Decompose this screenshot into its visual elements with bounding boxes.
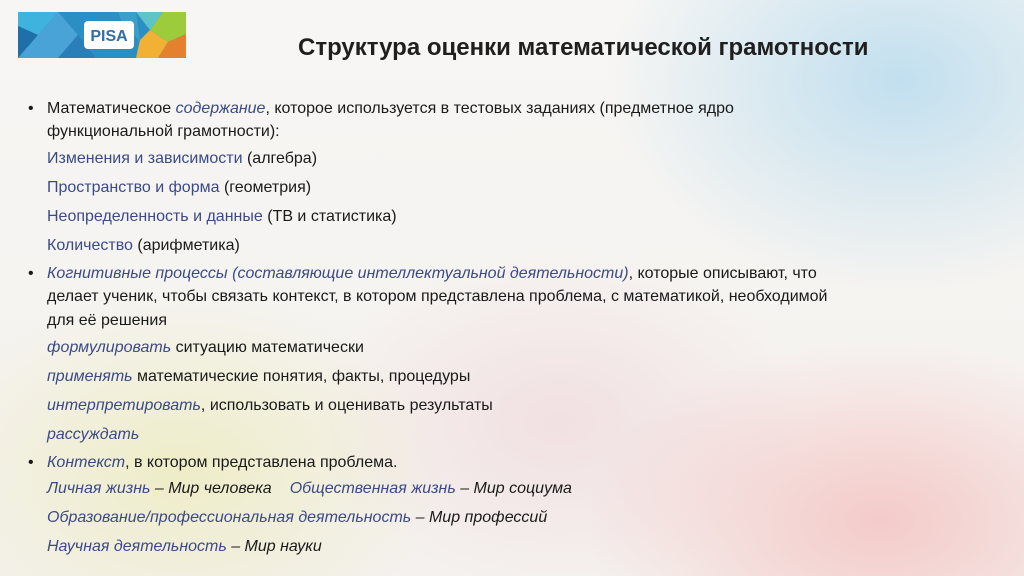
text: делает ученик, чтобы связать контекст, в котором представлена проблема, с математикой, необходимой <box>47 288 828 305</box>
page-title: Структура оценки математической грамотности <box>298 34 869 61</box>
term: Изменения и зависимости <box>47 150 243 167</box>
list-item <box>26 532 1006 561</box>
text: , которые описывают, что <box>628 265 817 282</box>
logo-text: PISA <box>90 28 128 45</box>
bullet-dot: • <box>28 454 34 471</box>
term: Личная жизнь <box>47 480 151 497</box>
note: (арифметика) <box>132 237 240 254</box>
note: (ТВ и статистика) <box>262 208 397 225</box>
list-item <box>26 420 1006 449</box>
term: Научная деятельность <box>47 538 227 555</box>
list-item <box>26 144 1006 173</box>
list-item <box>26 202 1006 231</box>
emphasis: Когнитивные процессы (составляющие интеллектуальной деятельности) <box>47 265 629 282</box>
bullet-content-continuation <box>26 120 1006 144</box>
list-item <box>26 362 1006 391</box>
verb: применять <box>47 368 133 385</box>
list-item <box>26 391 1006 420</box>
term: Неопределенность и данные <box>47 208 263 225</box>
term: Количество <box>47 237 133 254</box>
list-item <box>26 231 1006 260</box>
text: – Мир профессий <box>411 509 548 526</box>
text: , в котором представлена проблема. <box>125 454 398 471</box>
text: ситуацию математически <box>171 339 364 356</box>
verb: интерпретировать <box>47 397 201 414</box>
bullet-context <box>26 452 1006 474</box>
text: математические понятия, факты, процедуры <box>132 368 471 385</box>
emphasis: Контекст <box>47 454 126 471</box>
slide-content <box>26 95 1006 561</box>
term: Пространство и форма <box>47 179 220 196</box>
verb: рассуждать <box>47 426 140 443</box>
text: , использовать и оценивать результаты <box>200 397 493 414</box>
bullet-cognitive-continuation <box>26 309 1006 333</box>
list-item <box>26 173 1006 202</box>
pisa-logo <box>18 12 186 58</box>
term: Образование/профессиональная деятельность <box>47 509 412 526</box>
bullet-dot: • <box>28 100 34 117</box>
bullet-dot: • <box>28 265 34 282</box>
list-item <box>26 333 1006 362</box>
note: (геометрия) <box>219 179 312 196</box>
emphasis: содержание <box>175 100 266 117</box>
verb: формулировать <box>47 339 172 356</box>
text: для её решения <box>47 312 167 329</box>
text: – Мир науки <box>226 538 322 555</box>
bullet-content <box>26 98 1006 120</box>
term: Общественная жизнь <box>289 480 456 497</box>
text: функциональной грамотности): <box>47 123 280 140</box>
bullet-cognitive-continuation <box>26 285 1006 309</box>
bullet-cognitive <box>26 263 1006 285</box>
note: (алгебра) <box>242 150 318 167</box>
text: , которое используется в тестовых заданиях (предметное ядро <box>265 100 734 117</box>
text: – Мир человека <box>150 480 272 497</box>
list-item <box>26 503 1006 532</box>
text: Математическое <box>47 100 176 117</box>
text: – Мир социума <box>455 480 572 497</box>
list-item <box>26 474 1006 503</box>
